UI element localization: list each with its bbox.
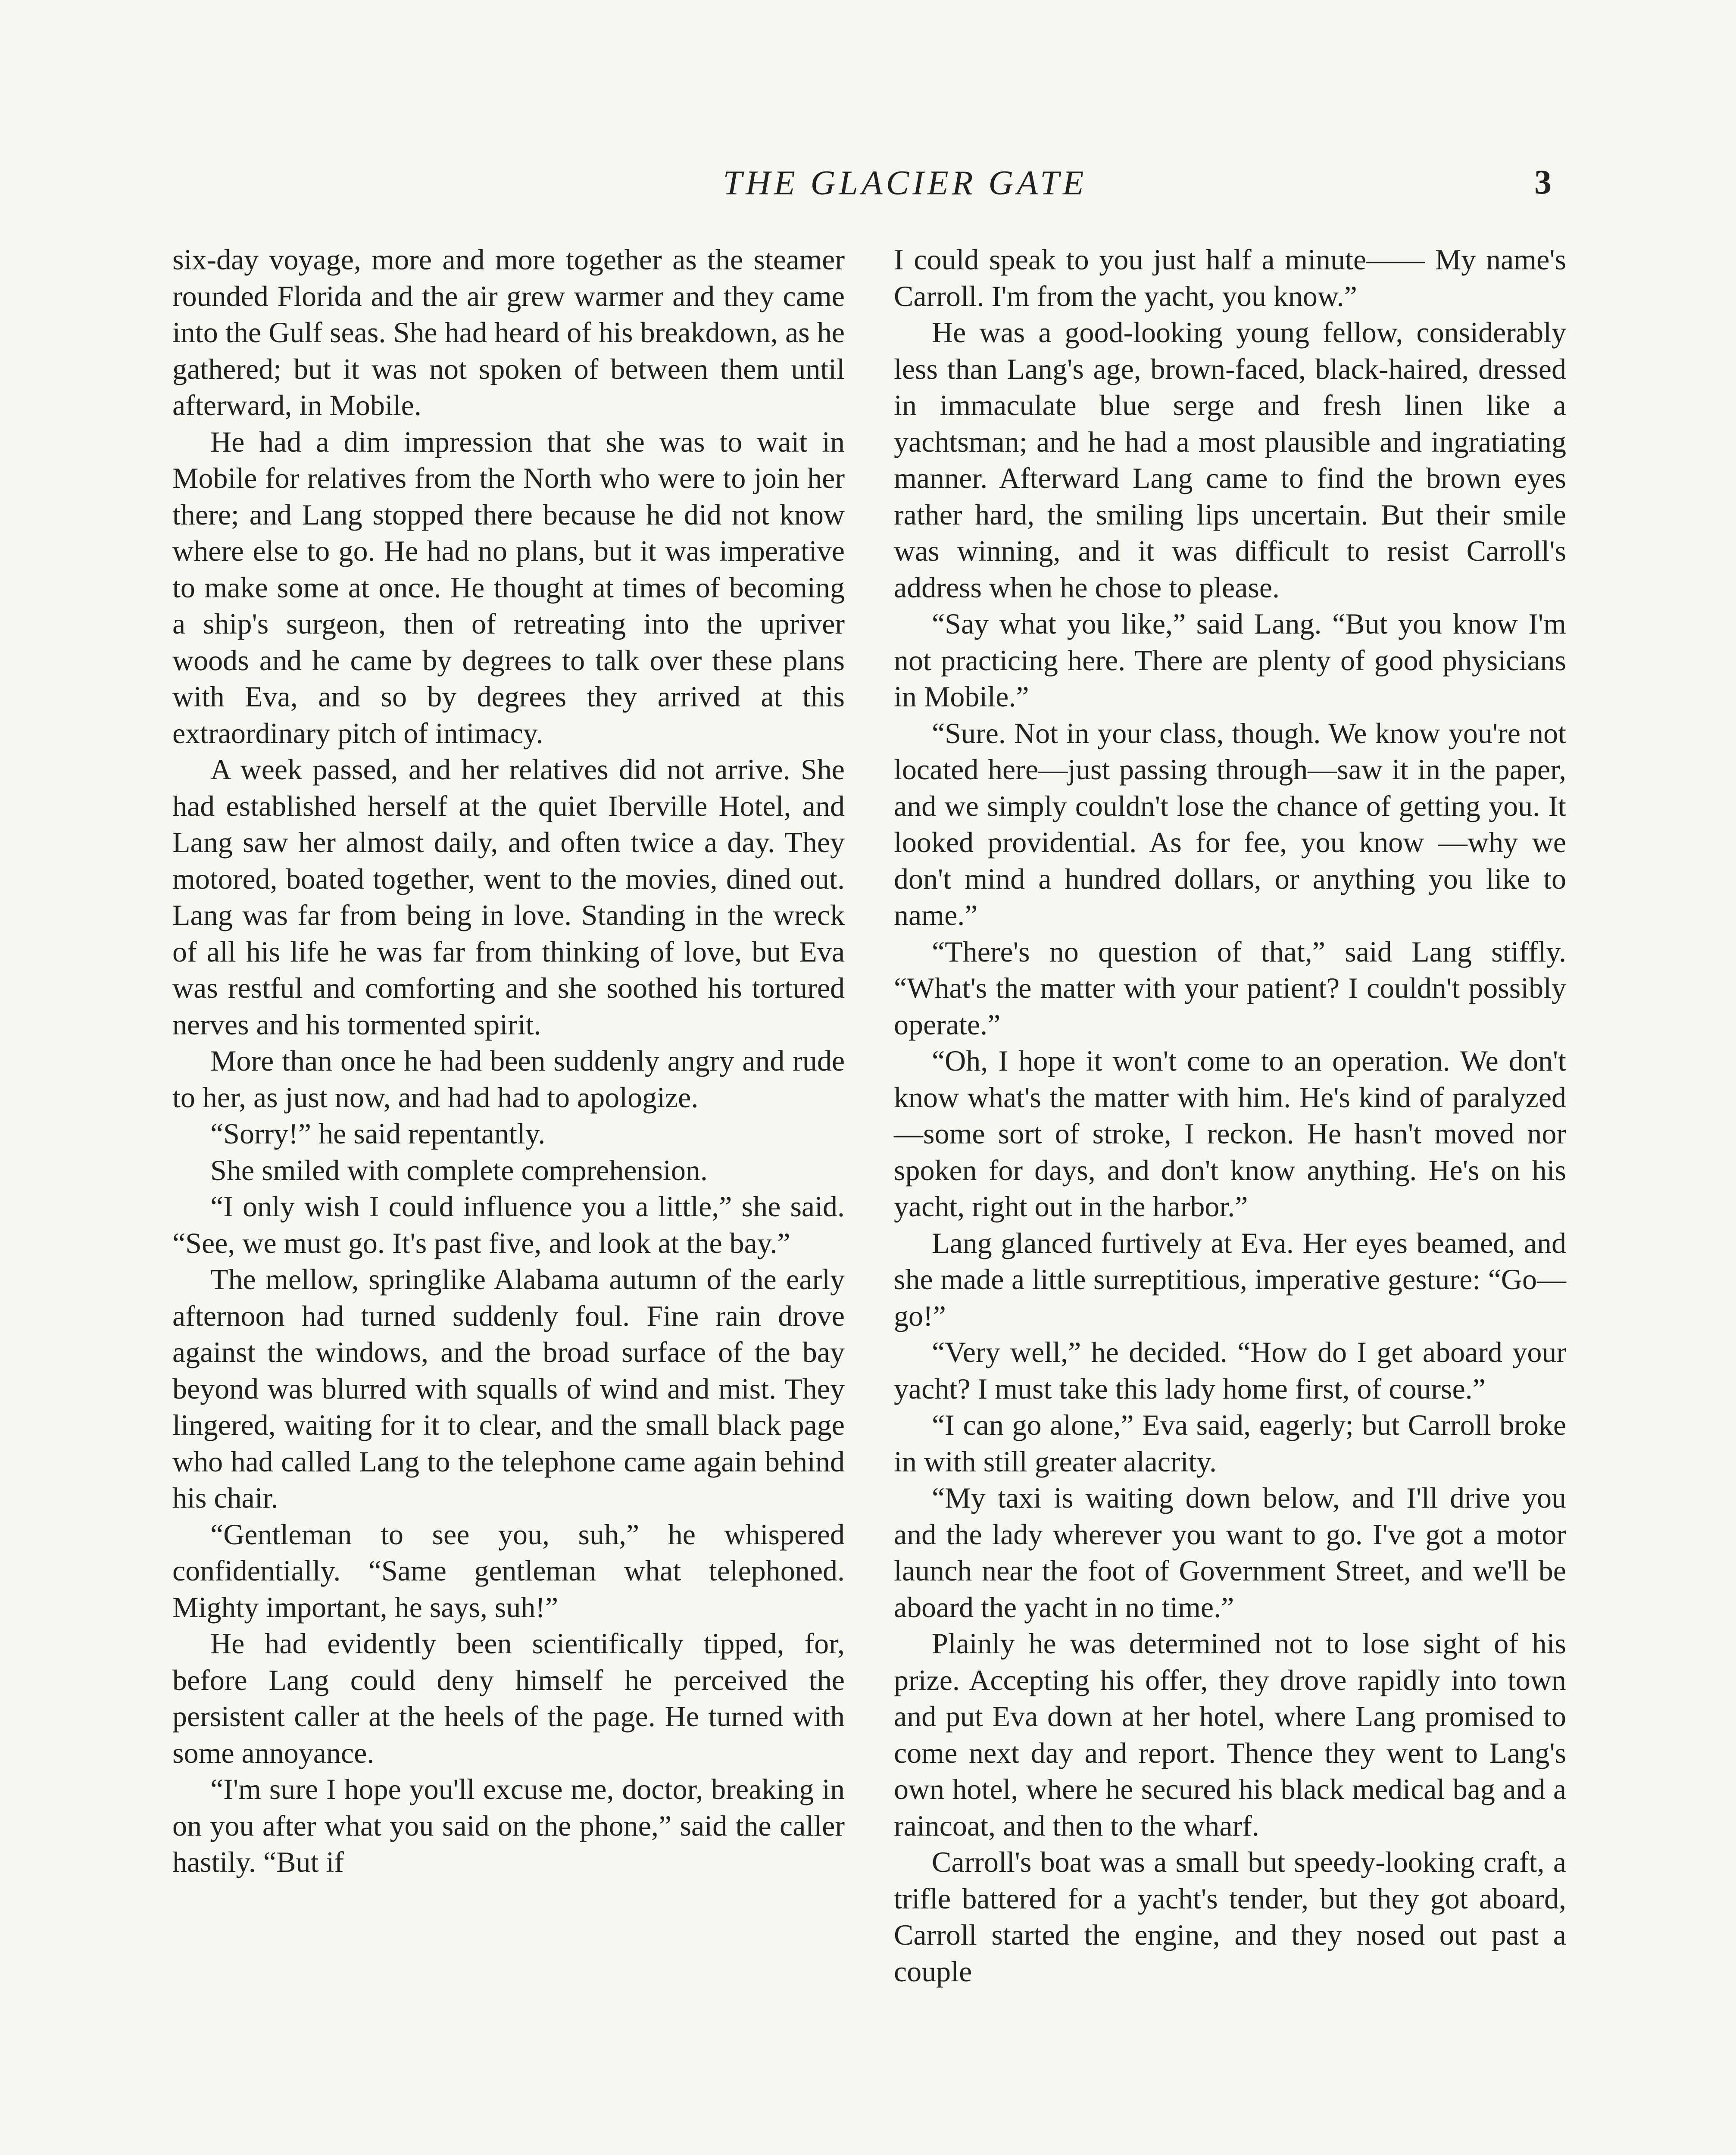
paragraph: Plainly he was determined not to lose sight of his prize. Accepting his offer, they drove rapidly into town and put Eva down at her hotel, where Lang promised to come next day and report. Thence they went to Lang's own hotel, where he secured his black medical bag and a raincoat, and then to the wharf. (894, 1627, 1566, 1842)
paragraph: He had a dim impression that she was to wait in Mobile for relatives from the North who were to join her there; and Lang stopped there because he did not know where else to go. He had no plans, but it was imperative to make some at once. He thought at times of becoming a ship's surgeon, then of retreating into the upriver woods and he came by degrees to talk over these plans with Eva, and so by degrees they arrived at this extraordinary pitch of intimacy. (172, 425, 845, 750)
paragraph: “Very well,” he decided. “How do I get aboard your yacht? I must take this lady home first, of course.” (894, 1336, 1566, 1405)
paragraph: “I can go alone,” Eva said, eagerly; but Carroll broke in with still greater alacrity. (894, 1409, 1566, 1478)
paragraph: Lang glanced furtively at Eva. Her eyes beamed, and she made a little surreptitious, imperative gesture: “Go—go!” (894, 1226, 1566, 1332)
paragraph: He was a good-looking young fellow, considerably less than Lang's age, brown-faced, black-haired, dressed in immaculate blue serge and fresh linen like a yachtsman; and he had a most plausible and ingratiating manner. Afterward Lang came to find the brown eyes rather hard, the smiling lips uncertain. But their smile was winning, and it was difficult to resist Carroll's address when he chose to please. (894, 316, 1566, 604)
paragraph: “Gentleman to see you, suh,” he whispered confidentially. “Same gentleman what telephoned. Mighty important, he says, suh!” (172, 1518, 845, 1624)
paragraph: A week passed, and her relatives did not arrive. She had established herself at the quiet Iberville Hotel, and Lang saw her almost daily, and often twice a day. They motored, boated together, went to the movies, dined out. Lang was far from being in love. Standing in the wreck of all his life he was far from thinking of love, but Eva was restful and comforting and she soothed his tortured nerves and his tormented spirit. (172, 753, 845, 1041)
paragraph: Carroll's boat was a small but speedy-looking craft, a trifle battered for a yacht's tender, but they got aboard, Carroll started the engine, and they nosed out past a couple (894, 1846, 1566, 1988)
paragraph: “My taxi is waiting down below, and I'll drive you and the lady wherever you want to go. I've got a motor launch near the foot of Government Street, and we'll be aboard the yacht in no time.” (894, 1481, 1566, 1624)
paragraph: “Say what you like,” said Lang. “But you know I'm not practicing here. There are plenty of good physicians in Mobile.” (894, 607, 1566, 713)
paragraph: More than once he had been suddenly angry and rude to her, as just now, and had had to apologize. (172, 1044, 845, 1114)
paragraph: She smiled with complete comprehension. (210, 1153, 708, 1187)
running-head: THE GLACIER GATE (723, 164, 1087, 202)
paragraph: “Sure. Not in your class, though. We know you're not located here—just passing through—saw it in the paper, and we simply couldn't lose the chance of getting you. It looked providential. As for fee, you know —why we don't mind a hundred dollars, or anything you like to name.” (894, 716, 1566, 931)
paragraph: six-day voyage, more and more together as the steamer rounded Florida and the air grew warmer and they came into the Gulf seas. She had heard of his breakdown, as he gathered; but it was not spoken of between them until afterward, in Mobile. (172, 243, 845, 422)
paragraph: “I'm sure I hope you'll excuse me, doctor, breaking in on you after what you said on the phone,” said the caller hastily. “But if (172, 1773, 845, 1878)
paragraph: He had evidently been scientifically tipped, for, before Lang could deny himself he perceived the persistent caller at the heels of the page. He turned with some annoyance. (172, 1627, 845, 1769)
paragraph: “Sorry!” he said repentantly. (210, 1117, 546, 1150)
paragraph: I could speak to you just half a minute—— My name's Carroll. I'm from the yacht, you know.” (894, 243, 1566, 312)
paragraph: “I only wish I could influence you a little,” she said. “See, we must go. It's past five, and look at the bay.” (172, 1190, 845, 1259)
paragraph: “There's no question of that,” said Lang stiffly. “What's the matter with your patient? I couldn't possibly operate.” (894, 935, 1566, 1041)
left-column (172, 241, 845, 1880)
right-column (894, 241, 1566, 1989)
paragraph: The mellow, springlike Alabama autumn of the early afternoon had turned suddenly foul. Fine rain drove against the windows, and the broad surface of the bay beyond was blurred with squalls of wind and mist. They lingered, waiting for it to clear, and the small black page who had called Lang to the telephone came again behind his chair. (172, 1263, 845, 1514)
paragraph: “Oh, I hope it won't come to an operation. We don't know what's the matter with him. He's kind of paralyzed—some sort of stroke, I reckon. He hasn't moved nor spoken for days, and don't know anything. He's on his yacht, right out in the harbor.” (894, 1044, 1566, 1223)
page-number: 3 (1534, 163, 1552, 201)
